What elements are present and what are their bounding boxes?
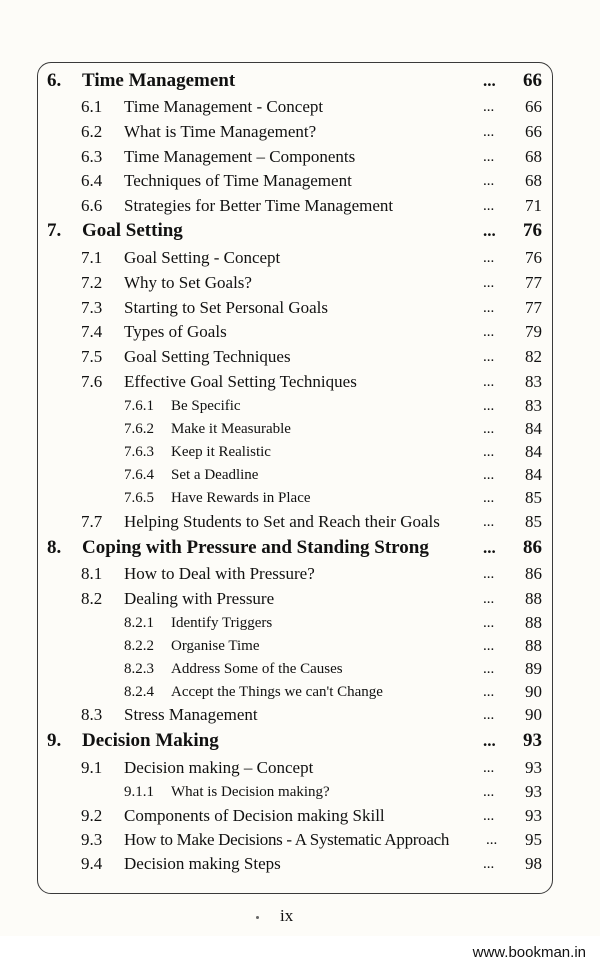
page-number: 68 xyxy=(525,171,542,190)
leader-dots: ... xyxy=(483,173,495,189)
decorative-dot xyxy=(256,916,259,919)
chapter-number: 8. xyxy=(47,537,62,558)
leader-dots: ... xyxy=(483,638,495,654)
section-title: Stress Management xyxy=(124,705,258,724)
section-number: 7.4 xyxy=(81,322,103,341)
subsection-row xyxy=(0,634,600,658)
subsection-title: Have Rewards in Place xyxy=(171,490,311,506)
page-number: 86 xyxy=(525,564,542,583)
section-number: 9.1 xyxy=(81,758,103,777)
page-number: 88 xyxy=(525,589,542,608)
subsection-title: Make it Measurable xyxy=(171,421,291,437)
chapter-number: 9. xyxy=(47,730,62,751)
chapter-title: Time Management xyxy=(82,70,236,91)
leader-dots: ... xyxy=(483,398,495,414)
leader-dots: ... xyxy=(483,615,495,631)
page-number: 86 xyxy=(523,537,542,558)
section-title: What is Time Management? xyxy=(124,122,317,141)
chapter-title: Decision Making xyxy=(82,730,219,751)
leader-dots: ... xyxy=(483,124,495,140)
leader-dots: ... xyxy=(483,591,495,607)
section-row xyxy=(0,320,600,344)
section-row xyxy=(0,510,600,534)
subsection-row xyxy=(0,780,600,804)
page-number: 85 xyxy=(525,512,542,531)
section-row xyxy=(0,587,600,611)
section-title: Decision making Steps xyxy=(124,854,281,873)
subsection-row xyxy=(0,417,600,441)
page-number: 98 xyxy=(525,854,542,873)
page-number: 71 xyxy=(525,196,542,215)
section-number: 8.1 xyxy=(81,564,103,583)
leader-dots: ... xyxy=(483,300,495,316)
section-number: 9.3 xyxy=(81,830,103,849)
subsection-title: Identify Triggers xyxy=(171,615,273,631)
leader-dots: ... xyxy=(483,444,495,460)
leader-dots: ... xyxy=(483,324,495,340)
section-number: 7.3 xyxy=(81,298,103,317)
section-number: 6.6 xyxy=(81,196,103,215)
leader-dots: ... xyxy=(483,467,495,483)
subsection-title: Organise Time xyxy=(171,638,260,654)
section-number: 7.7 xyxy=(81,512,103,531)
section-row xyxy=(0,246,600,270)
leader-dots: ... xyxy=(483,198,495,214)
leader-dots: ... xyxy=(483,71,496,90)
leader-dots: ... xyxy=(483,808,495,824)
page-number: 77 xyxy=(525,298,542,317)
page-number: 66 xyxy=(523,70,542,91)
section-title: Components of Decision making Skill xyxy=(124,806,385,825)
section-title: Strategies for Better Time Management xyxy=(124,196,394,215)
section-number: 9.4 xyxy=(81,854,103,873)
page-number: 68 xyxy=(525,147,542,166)
section-title: Starting to Set Personal Goals xyxy=(124,298,328,317)
subsection-number: 7.6.2 xyxy=(124,421,154,437)
section-title: Why to Set Goals? xyxy=(124,273,252,292)
section-number: 8.2 xyxy=(81,589,103,608)
leader-dots: ... xyxy=(483,566,495,582)
section-number: 6.1 xyxy=(81,97,103,116)
leader-dots: ... xyxy=(483,707,495,723)
page-number: 90 xyxy=(525,705,542,724)
page-number: 76 xyxy=(525,248,542,267)
chapter-row xyxy=(0,536,600,560)
section-number: 6.2 xyxy=(81,122,103,141)
section-number: 6.4 xyxy=(81,171,103,190)
chapter-row xyxy=(0,69,600,93)
page-number: 89 xyxy=(525,659,542,678)
section-title: Techniques of Time Management xyxy=(124,171,352,190)
subsection-number: 7.6.1 xyxy=(124,398,154,414)
section-number: 7.6 xyxy=(81,372,103,391)
subsection-title: Set a Deadline xyxy=(171,467,259,483)
section-title: Time Management – Components xyxy=(124,147,356,166)
section-row xyxy=(0,756,600,780)
subsection-title: Keep it Realistic xyxy=(171,444,271,460)
subsection-title: What is Decision making? xyxy=(171,784,330,800)
section-number: 6.3 xyxy=(81,147,103,166)
subsection-number: 8.2.3 xyxy=(124,661,154,677)
section-row xyxy=(0,703,600,727)
website-watermark: www.bookman.in xyxy=(472,944,586,961)
section-number: 9.2 xyxy=(81,806,103,825)
subsection-title: Be Specific xyxy=(171,398,241,414)
section-title: Time Management - Concept xyxy=(124,97,324,116)
chapter-row xyxy=(0,729,600,753)
page-number: 66 xyxy=(525,97,542,116)
subsection-title: Address Some of the Causes xyxy=(171,661,343,677)
subsection-title: Accept the Things we can't Change xyxy=(171,684,383,700)
section-row xyxy=(0,296,600,320)
page-number: 93 xyxy=(525,782,542,801)
subsection-number: 7.6.5 xyxy=(124,490,154,506)
page-number: 84 xyxy=(525,442,542,461)
section-row xyxy=(0,804,600,828)
section-title: Dealing with Pressure xyxy=(124,589,275,608)
subsection-row xyxy=(0,440,600,464)
leader-dots: ... xyxy=(483,250,495,266)
page-number: 83 xyxy=(525,372,542,391)
page-number: 90 xyxy=(525,682,542,701)
subsection-row xyxy=(0,394,600,418)
leader-dots: ... xyxy=(483,349,495,365)
section-row xyxy=(0,145,600,169)
page-number: 93 xyxy=(523,730,542,751)
section-row xyxy=(0,562,600,586)
subsection-number: 7.6.4 xyxy=(124,467,154,483)
leader-dots: ... xyxy=(483,856,495,872)
page-number: 84 xyxy=(525,465,542,484)
section-row xyxy=(0,169,600,193)
page-number: 88 xyxy=(525,636,542,655)
section-title: How to Deal with Pressure? xyxy=(124,564,315,583)
page-number: 88 xyxy=(525,613,542,632)
page-number: 66 xyxy=(525,122,542,141)
subsection-row xyxy=(0,486,600,510)
section-number: 7.1 xyxy=(81,248,103,267)
subsection-number: 9.1.1 xyxy=(124,784,154,800)
section-title: Decision making – Concept xyxy=(124,758,314,777)
leader-dots: ... xyxy=(483,514,495,530)
leader-dots: ... xyxy=(483,99,495,115)
page-number: 93 xyxy=(525,758,542,777)
leader-dots: ... xyxy=(483,149,495,165)
subsection-row xyxy=(0,680,600,704)
page-folio: ix xyxy=(280,906,294,925)
leader-dots: ... xyxy=(483,490,495,506)
section-number: 7.2 xyxy=(81,273,103,292)
section-row xyxy=(0,95,600,119)
chapter-title: Goal Setting xyxy=(82,220,183,241)
page-number: 76 xyxy=(523,220,542,241)
page-number: 82 xyxy=(525,347,542,366)
page-number: 79 xyxy=(525,322,542,341)
leader-dots: ... xyxy=(486,832,498,848)
leader-dots: ... xyxy=(483,538,496,557)
page-number: 85 xyxy=(525,488,542,507)
chapter-title: Coping with Pressure and Standing Strong xyxy=(82,537,429,558)
page-number: 95 xyxy=(525,830,542,849)
leader-dots: ... xyxy=(483,275,495,291)
subsection-number: 8.2.1 xyxy=(124,615,154,631)
section-number: 8.3 xyxy=(81,705,103,724)
page-number: 83 xyxy=(525,396,542,415)
leader-dots: ... xyxy=(483,661,495,677)
section-number: 7.5 xyxy=(81,347,103,366)
leader-dots: ... xyxy=(483,221,496,240)
chapter-number: 6. xyxy=(47,70,62,91)
section-title: Types of Goals xyxy=(124,322,227,341)
section-title: Helping Students to Set and Reach their Goals xyxy=(124,512,440,531)
subsection-number: 8.2.4 xyxy=(124,684,154,700)
section-row xyxy=(0,345,600,369)
section-row xyxy=(0,852,600,876)
section-row xyxy=(0,828,600,852)
subsection-row xyxy=(0,611,600,635)
leader-dots: ... xyxy=(483,760,495,776)
chapter-row xyxy=(0,219,600,243)
page-number: 93 xyxy=(525,806,542,825)
subsection-number: 8.2.2 xyxy=(124,638,154,654)
leader-dots: ... xyxy=(483,374,495,390)
section-title: Goal Setting - Concept xyxy=(124,248,281,267)
section-row xyxy=(0,120,600,144)
subsection-row xyxy=(0,657,600,681)
section-title: How to Make Decisions - A Systematic Approach xyxy=(124,830,450,849)
section-title: Effective Goal Setting Techniques xyxy=(124,372,357,391)
leader-dots: ... xyxy=(483,421,495,437)
page-number: 77 xyxy=(525,273,542,292)
leader-dots: ... xyxy=(483,731,496,750)
leader-dots: ... xyxy=(483,684,495,700)
leader-dots: ... xyxy=(483,784,495,800)
section-row xyxy=(0,194,600,218)
section-row xyxy=(0,370,600,394)
chapter-number: 7. xyxy=(47,220,62,241)
section-title: Goal Setting Techniques xyxy=(124,347,291,366)
subsection-row xyxy=(0,463,600,487)
subsection-number: 7.6.3 xyxy=(124,444,154,460)
section-row xyxy=(0,271,600,295)
page-number: 84 xyxy=(525,419,542,438)
